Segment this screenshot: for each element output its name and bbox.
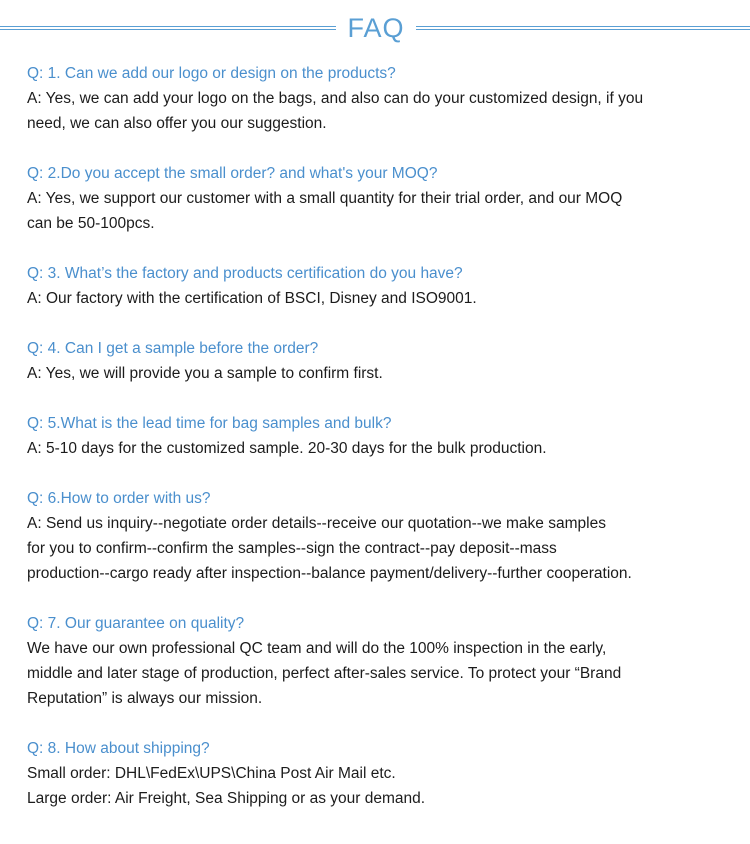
faq-answer (27, 186, 739, 236)
faq-answer-line: Large order: Air Freight, Sea Shipping or as your demand. (27, 790, 426, 807)
faq-answer-line: Small order: DHL\FedEx\UPS\China Post Air Mail etc. (27, 765, 396, 782)
faq-question: Q: 6.How to order with us? (27, 490, 211, 507)
faq-answer (27, 761, 739, 811)
faq-answer (27, 361, 739, 386)
faq-question: Q: 8. How about shipping? (27, 740, 210, 757)
faq-item-3 (27, 261, 739, 311)
faq-answer-line: A: Send us inquiry--negotiate order details--receive our quotation--we make samples (27, 515, 606, 532)
faq-item-8 (27, 736, 739, 811)
faq-list (27, 61, 739, 811)
faq-item-6 (27, 486, 739, 586)
faq-answer-line: We have our own professional QC team and will do the 100% inspection in the early, (27, 640, 607, 657)
faq-answer-line: Reputation” is always our mission. (27, 690, 263, 707)
faq-answer-line: can be 50-100pcs. (27, 215, 155, 232)
faq-answer-line: need, we can also offer you our suggestion. (27, 115, 327, 132)
faq-answer-line: A: Yes, we will provide you a sample to confirm first. (27, 365, 383, 382)
faq-answer-line: A: 5-10 days for the customized sample. 20-30 days for the bulk production. (27, 440, 547, 457)
faq-question: Q: 2.Do you accept the small order? and what's your MOQ? (27, 165, 438, 182)
faq-item-4 (27, 336, 739, 386)
faq-answer-line: A: Our factory with the certification of BSCI, Disney and ISO9001. (27, 290, 477, 307)
faq-question: Q: 4. Can I get a sample before the order? (27, 340, 319, 357)
faq-question: Q: 5.What is the lead time for bag samples and bulk? (27, 415, 392, 432)
page-title: FAQ (347, 13, 405, 43)
faq-answer (27, 511, 739, 586)
faq-header (0, 10, 750, 46)
faq-answer (27, 436, 739, 461)
faq-question: Q: 7. Our guarantee on quality? (27, 615, 245, 632)
faq-answer (27, 636, 739, 711)
faq-question: Q: 1. Can we add our logo or design on the products? (27, 65, 396, 82)
faq-answer-line: middle and later stage of production, perfect after-sales service. To protect your “Brand (27, 665, 622, 682)
header-rule-left (0, 26, 336, 30)
faq-answer-line: A: Yes, we support our customer with a small quantity for their trial order, and our MOQ (27, 190, 623, 207)
faq-item-1 (27, 61, 739, 136)
faq-answer (27, 86, 739, 136)
faq-question: Q: 3. What’s the factory and products certification do you have? (27, 265, 463, 282)
faq-answer-line: A: Yes, we can add your logo on the bags, and also can do your customized design, if you (27, 90, 644, 107)
faq-item-7 (27, 611, 739, 711)
header-rule-right (416, 26, 750, 30)
faq-answer (27, 286, 739, 311)
faq-item-2 (27, 161, 739, 236)
faq-answer-line: production--cargo ready after inspection--balance payment/delivery--further cooperation. (27, 565, 632, 582)
faq-answer-line: for you to confirm--confirm the samples--sign the contract--pay deposit--mass (27, 540, 557, 557)
faq-item-5 (27, 411, 739, 461)
